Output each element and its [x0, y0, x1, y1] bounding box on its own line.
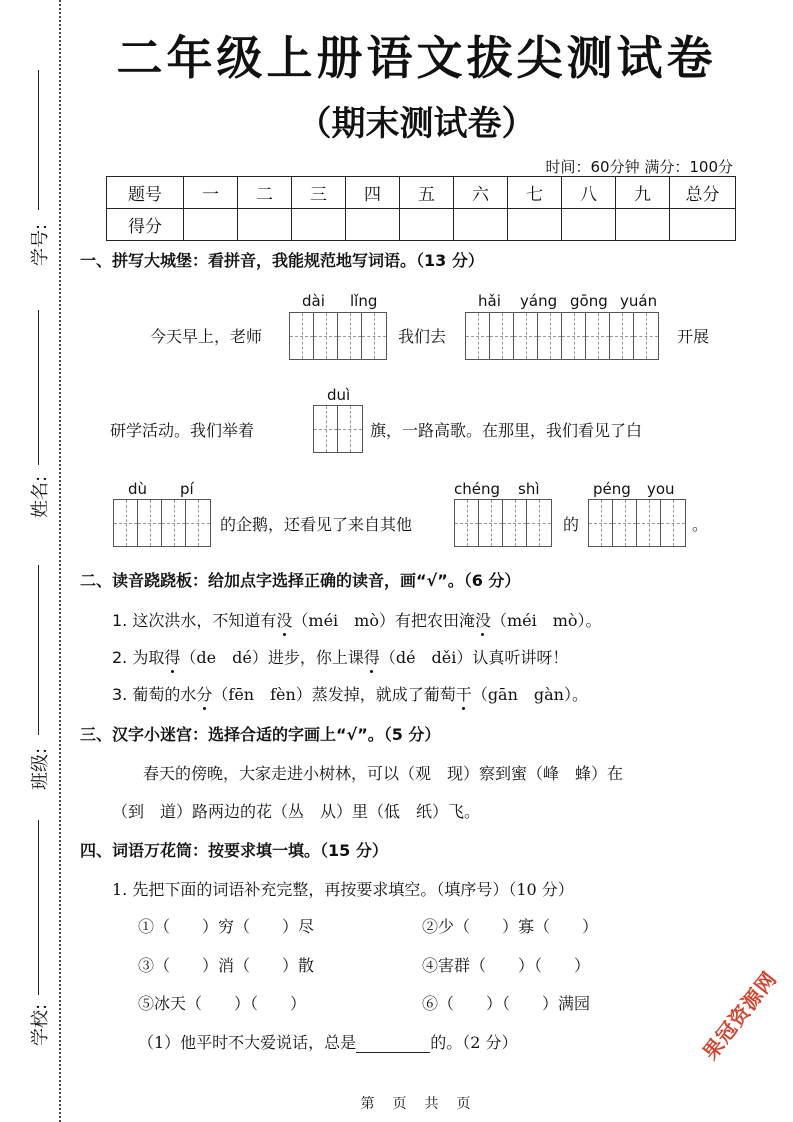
pinyin-choice[interactable]: （dé děi）认真听讲呀！: [379, 648, 569, 667]
student-id-label: 学号:: [30, 223, 52, 267]
section3-line2[interactable]: （到 道）路两边的花（丛 从）里（低 纸）飞。: [112, 802, 481, 821]
score-header-cell: 九: [616, 177, 670, 209]
score-input-cell[interactable]: [400, 209, 454, 241]
sentence2-part-b: 旗，一路高歌。在那里，我们看见了白: [370, 421, 643, 440]
idiom-item-2[interactable]: ②少（ ）寡（ ）: [422, 917, 599, 936]
section1-heading: 一、拼写大城堡：看拼音，我能规范地写词语。（13 分）: [80, 251, 484, 270]
writing-grid-dailing[interactable]: [289, 312, 387, 360]
pinyin-peng: péng: [593, 480, 631, 498]
pinyin-ling: lǐng: [350, 292, 378, 310]
idiom-item-3[interactable]: ③（ ）消（ ）散: [138, 956, 315, 975]
score-header-cell: 总分: [670, 177, 736, 209]
page-title: 二年级上册语文拔尖测试卷: [116, 31, 717, 85]
writing-grid-dupi[interactable]: [113, 499, 211, 547]
dotted-char: 得: [164, 648, 181, 667]
sentence1-part-b: 我们去: [398, 327, 447, 346]
pinyin-choice[interactable]: （gān gàn）。: [471, 685, 588, 704]
score-header-cell: 五: [400, 177, 454, 209]
pinyin-shi: shì: [518, 480, 540, 498]
score-header-cell: 八: [562, 177, 616, 209]
dotted-char: 没: [474, 611, 491, 630]
idiom-item-6[interactable]: ⑥（ ）（ ）满园: [422, 994, 591, 1013]
answer-blank[interactable]: [356, 1036, 430, 1053]
writing-grid-chengshi[interactable]: [454, 499, 552, 547]
score-header-cell: 题号: [107, 177, 184, 209]
score-input-cell[interactable]: [508, 209, 562, 241]
pinyin-dai: dài: [302, 292, 325, 310]
class-label: 班级:: [30, 747, 52, 791]
pinyin-choice[interactable]: （fēn fèn）蒸发掉，就成了葡萄: [212, 685, 456, 704]
name-label: 姓名:: [30, 475, 52, 519]
pinyin-cheng: chéng: [454, 480, 501, 498]
dotted-char: 得: [363, 648, 380, 667]
sentence3-part-c: 。: [692, 515, 709, 534]
sentence2-part-a: 研学活动。我们举着: [110, 421, 255, 440]
score-header-cell: 一: [184, 177, 238, 209]
section3-line1[interactable]: 春天的傍晚，大家走进小树林，可以（观 现）察到蜜（峰 蜂）在: [143, 764, 624, 783]
score-header-cell: 二: [238, 177, 292, 209]
pinyin-gong: gōng: [570, 292, 608, 310]
score-header-cell: 三: [292, 177, 346, 209]
dotted-char: 干: [455, 685, 472, 704]
idiom-item-1[interactable]: ①（ ）穷（ ）尽: [138, 917, 315, 936]
score-input-cell[interactable]: [292, 209, 346, 241]
school-field[interactable]: [38, 820, 39, 995]
class-field[interactable]: [38, 565, 39, 735]
writing-grid-haiyanggongyuan[interactable]: [465, 312, 659, 360]
score-table-header-row: [107, 177, 736, 209]
writing-grid-dui[interactable]: [313, 405, 363, 453]
name-field[interactable]: [38, 310, 39, 465]
idiom-item-4[interactable]: ④害群（ ）（ ）: [422, 956, 591, 975]
score-row-label: 得分: [107, 209, 184, 241]
pinyin-choice[interactable]: （méi mò）。: [490, 611, 602, 630]
idiom-item-5[interactable]: ⑤冰天（ ）（ ）: [138, 994, 307, 1013]
score-input-cell[interactable]: [562, 209, 616, 241]
page-subtitle: （期末测试卷）: [297, 104, 536, 144]
score-input-cell[interactable]: [670, 209, 736, 241]
sentence3-part-a: 的企鹅，还看见了来自其他: [220, 515, 413, 534]
score-input-cell[interactable]: [238, 209, 292, 241]
dotted-char: 分: [196, 685, 213, 704]
binding-dotted-line: [59, 0, 61, 1122]
score-header-cell: 四: [346, 177, 400, 209]
pinyin-du: dù: [128, 480, 148, 498]
question2-3: 3. 葡萄的水分（fēn fèn）蒸发掉，就成了葡萄干（gān gàn）。: [112, 685, 588, 704]
time-score-info: 时间：60分钟 满分：100分: [545, 158, 733, 176]
watermark-logo: 果冠资源网: [697, 966, 782, 1065]
score-input-cell[interactable]: [184, 209, 238, 241]
pinyin-choice[interactable]: （de dé）进步，你上课: [180, 648, 364, 667]
pinyin-dui: duì: [327, 386, 351, 404]
question4-1-sub1: （1）他平时不大爱说话，总是 的。（2 分）: [138, 1033, 518, 1052]
pinyin-hai: hǎi: [478, 292, 501, 310]
section4-heading: 四、词语万花筒：按要求填一填。（15 分）: [80, 841, 388, 860]
pinyin-yuan: yuán: [620, 292, 658, 310]
score-table: [106, 176, 736, 241]
sentence1-part-a: 今天早上，老师: [150, 327, 263, 346]
score-input-cell[interactable]: [346, 209, 400, 241]
pinyin-choice[interactable]: （méi mò）有把农田淹: [292, 611, 475, 630]
score-input-cell[interactable]: [616, 209, 670, 241]
score-header-cell: 六: [454, 177, 508, 209]
sentence3-part-b: 的: [563, 515, 580, 534]
page-footer: 第 页 共 页: [360, 1096, 473, 1112]
question2-1: 1. 这次洪水，不知道有没（méi mò）有把农田淹没（méi mò）。: [112, 611, 602, 630]
score-input-cell[interactable]: [454, 209, 508, 241]
sentence1-part-c: 开展: [677, 327, 710, 346]
writing-grid-pengyou[interactable]: [588, 499, 686, 547]
question2-2: 2. 为取得（de dé）进步，你上课得（dé děi）认真听讲呀！: [112, 648, 569, 667]
question4-1: 1. 先把下面的词语补充完整，再按要求填空。（填序号）（10 分）: [112, 880, 574, 899]
pinyin-yang: yáng: [520, 292, 558, 310]
pinyin-pi: pí: [180, 480, 194, 498]
dotted-char: 没: [276, 611, 293, 630]
section3-heading: 三、汉字小迷宫：选择合适的字画上“√”。（5 分）: [80, 725, 441, 744]
section2-heading: 二、读音跷跷板：给加点字选择正确的读音，画“√”。（6 分）: [80, 571, 521, 590]
pinyin-you: you: [647, 480, 675, 498]
school-label: 学校:: [30, 1003, 52, 1047]
score-header-cell: 七: [508, 177, 562, 209]
score-table-score-row: [107, 209, 736, 241]
